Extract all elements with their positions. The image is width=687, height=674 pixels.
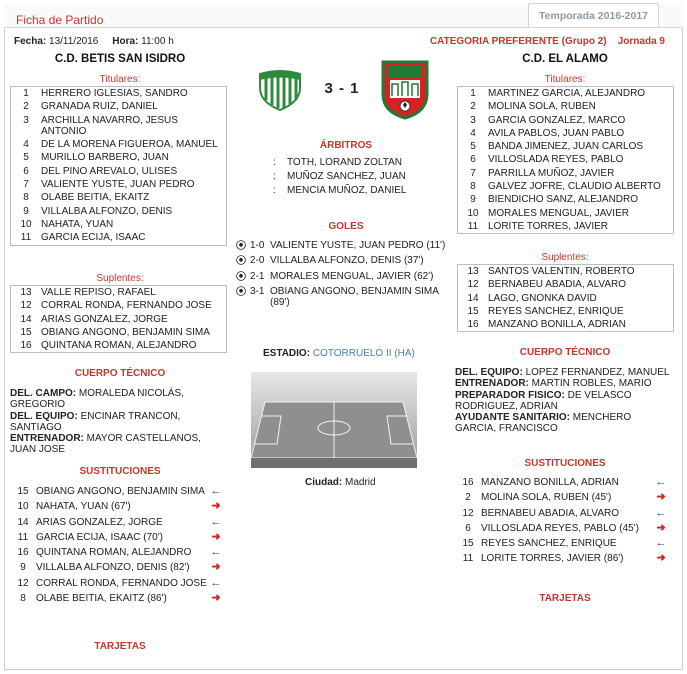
arrow-in-icon: ← — [210, 546, 222, 559]
goal-scorer[interactable]: MORALES MENGUAL, JAVIER (62') — [270, 270, 434, 282]
sub-player-name[interactable]: OLABE BEITIA, EKAITZ (86') — [36, 593, 167, 605]
player-row — [458, 292, 673, 305]
stadium-link[interactable]: COTORRUELO II (HA) — [312, 348, 415, 359]
season-tab[interactable]: Temporada 2016-2017 — [528, 3, 659, 27]
player-row — [458, 318, 673, 331]
player-number: 1 — [23, 88, 29, 99]
hora-value: 11:00 h — [141, 36, 174, 47]
substitution-row — [10, 517, 224, 528]
player-row — [11, 218, 226, 231]
sub-number: 15 — [462, 538, 474, 550]
stadium-label: ESTADIO: — [263, 348, 311, 359]
player-row — [11, 178, 226, 191]
home-suplentes-title: Suplentes: — [96, 273, 144, 284]
home-starters-list — [10, 86, 227, 246]
player-number: 9 — [470, 194, 476, 206]
referees-title: ÁRBITROS — [319, 140, 373, 151]
sub-number: 16 — [17, 547, 29, 559]
substitution-row — [10, 562, 224, 573]
player-row — [11, 313, 226, 326]
soccer-ball-icon — [236, 255, 250, 268]
arrow-in-icon: ← — [655, 476, 667, 488]
player-row — [11, 114, 226, 139]
sub-number: 16 — [462, 477, 474, 488]
player-row — [458, 278, 673, 291]
goals-title: GOLES — [328, 221, 364, 232]
away-cards-title: TARJETAS — [539, 593, 591, 604]
player-row — [11, 138, 226, 151]
sub-player-name[interactable]: VILLOSLADA REYES, PABLO (45') — [481, 522, 639, 534]
player-name[interactable]: VALIENTE YUSTE, JUAN PEDRO — [41, 179, 195, 191]
fecha-value: 13/11/2016 — [49, 36, 99, 47]
player-row — [458, 100, 673, 113]
player-number: 4 — [23, 139, 29, 151]
player-name[interactable]: CORRAL RONDA, FERNANDO JOSE — [41, 300, 212, 312]
sub-player-name[interactable]: MANZANO BONILLA, ADRIAN — [481, 477, 619, 488]
away-subs-changes-title: SUSTITUCIONES — [524, 458, 606, 469]
sub-number: 9 — [20, 562, 26, 574]
player-number: 12 — [20, 300, 32, 312]
arrow-in-icon: ← — [210, 576, 222, 589]
away-score: 1 — [350, 80, 360, 97]
sub-number: 15 — [17, 486, 29, 497]
stadium-pitch-image — [251, 372, 417, 468]
player-number: 9 — [23, 205, 29, 217]
player-number: 15 — [20, 326, 32, 338]
sub-number: 11 — [462, 553, 474, 565]
player-row — [11, 165, 226, 178]
sub-number: 10 — [17, 501, 29, 513]
player-number: 6 — [470, 154, 476, 166]
player-row — [458, 140, 673, 153]
player-row — [458, 87, 673, 100]
staff-member — [10, 433, 220, 456]
staff-role: DEL. EQUIPO: — [10, 410, 78, 422]
player-name[interactable]: OBIANG ANGONO, BENJAMIN SIMA — [41, 326, 210, 338]
player-name[interactable]: REYES SANCHEZ, ENRIQUE — [488, 305, 624, 317]
referee-name: TOTH, LORAND ZOLTAN — [287, 157, 403, 168]
category-info — [430, 36, 665, 47]
substitution-row — [455, 523, 669, 534]
substitution-row — [455, 538, 669, 549]
player-name[interactable]: BANDA JIMENEZ, JUAN CARLOS — [488, 141, 644, 153]
player-name[interactable]: MOLINA SOLA, RUBEN — [488, 101, 596, 113]
player-row — [11, 100, 226, 113]
player-row — [458, 180, 673, 193]
arrow-out-icon: ➜ — [656, 491, 666, 504]
player-name[interactable]: SANTOS VALENTIN, ROBERTO — [488, 266, 635, 277]
fecha-label: Fecha: — [14, 36, 47, 47]
player-name[interactable]: GARCIA GONZALEZ, MARCO — [488, 114, 626, 126]
player-number: 14 — [20, 313, 32, 325]
category-name: CATEGORIA PREFERENTE (Grupo 2) — [429, 36, 607, 47]
player-name[interactable]: PARRILLA MUÑOZ, JAVIER — [488, 167, 615, 179]
home-cards-title: TARJETAS — [94, 641, 146, 652]
away-staff-title: CUERPO TÉCNICO — [519, 347, 611, 358]
away-suplentes-title: Suplentes: — [541, 252, 589, 263]
player-name[interactable]: ARIAS GONZALEZ, JORGE — [41, 313, 168, 325]
soccer-ball-icon — [236, 240, 250, 253]
sub-player-name[interactable]: VILLALBA ALFONZO, DENIS (82') — [36, 562, 190, 574]
away-subs-list — [457, 264, 674, 332]
final-score — [312, 80, 372, 97]
referees-list — [273, 156, 406, 198]
home-subs-changes-title: SUSTITUCIONES — [79, 466, 161, 477]
sub-number: 12 — [17, 577, 29, 589]
player-number: 7 — [470, 167, 476, 179]
player-row — [458, 167, 673, 180]
city-label: Ciudad: — [305, 477, 343, 488]
home-staff-list — [10, 388, 220, 456]
home-substitutions — [10, 486, 224, 608]
staff-role: PREPARADOR FISICO: — [455, 389, 565, 401]
player-row — [11, 326, 226, 339]
player-name[interactable]: MANZANO BONILLA, ADRIAN — [488, 319, 626, 331]
home-score: 3 — [324, 80, 334, 97]
staff-role: DEL. EQUIPO: — [455, 367, 523, 378]
player-number: 6 — [23, 165, 29, 177]
player-name[interactable]: VALLE REPISO, RAFAEL — [41, 287, 156, 298]
player-name[interactable]: VILLOSLADA REYES, PABLO — [488, 154, 624, 166]
away-titulares-title: Titulares: — [544, 74, 586, 85]
player-number: 2 — [470, 101, 476, 113]
arrow-out-icon: ➜ — [211, 530, 221, 543]
city-info — [305, 477, 376, 488]
player-row — [458, 220, 673, 233]
home-team-name: C.D. BETIS SAN ISIDRO — [54, 53, 186, 65]
player-name[interactable]: GARCIA ECIJA, ISAAC — [41, 232, 146, 244]
goal-scorer[interactable]: OBIANG ANGONO, BENJAMIN SIMA (89') — [270, 285, 439, 309]
away-substitutions — [455, 477, 669, 569]
staff-role: ENTRENADOR: — [10, 433, 84, 445]
arrow-out-icon: ➜ — [211, 592, 221, 605]
home-team-crest — [256, 68, 304, 115]
player-number: 16 — [467, 319, 479, 331]
arrow-out-icon: ➜ — [656, 521, 666, 534]
player-name[interactable]: BERNABEU ABADIA, ALVARO — [488, 279, 627, 291]
player-name[interactable]: ARCHILLA NAVARRO, JESUS ANTONIO — [41, 114, 178, 137]
player-name[interactable]: OLABE BEITIA, EKAITZ — [41, 192, 150, 204]
referee-name: MENCIA MUÑOZ, DANIEL — [287, 185, 407, 196]
staff-name: LOPEZ FERNANDEZ, MANUEL — [525, 367, 670, 378]
score-separator: - — [339, 80, 345, 97]
goal-row — [236, 271, 456, 284]
player-name[interactable]: LAGO, GNONKA DAVID — [488, 292, 597, 304]
player-number: 11 — [467, 220, 479, 232]
player-name[interactable]: MORALES MENGUAL, JAVIER — [488, 207, 629, 219]
sub-player-name[interactable]: NAHATA, YUAN (67') — [36, 501, 131, 513]
sub-number: 14 — [17, 516, 29, 528]
hora-label: Hora: — [112, 36, 139, 47]
substitution-row — [10, 486, 224, 497]
page-title: Ficha de Partido — [16, 13, 104, 27]
player-number: 3 — [23, 114, 29, 126]
goal-scorer[interactable]: VILLALBA ALFONZO, DENIS (37') — [270, 255, 424, 267]
player-name[interactable]: NAHATA, YUAN — [41, 218, 114, 230]
sub-player-name[interactable]: OBIANG ANGONO, BENJAMIN SIMA — [36, 486, 205, 497]
player-number: 11 — [20, 232, 32, 244]
city-value: Madrid — [345, 477, 376, 488]
arrow-in-icon: ← — [655, 537, 667, 550]
sub-number: 2 — [465, 492, 471, 504]
player-number: 8 — [23, 192, 29, 204]
player-row — [458, 207, 673, 220]
substitution-row — [455, 477, 669, 488]
player-name[interactable]: MURILLO BARBERO, JUAN — [41, 152, 169, 164]
arrow-out-icon: ➜ — [656, 552, 666, 565]
goal-row — [236, 240, 456, 253]
goal-score: 1-0 — [250, 240, 265, 251]
sub-player-name[interactable]: ARIAS GONZALEZ, JORGE — [36, 516, 163, 528]
player-number: 5 — [23, 152, 29, 164]
staff-role: ENTRENADOR: — [455, 378, 529, 390]
player-name[interactable]: QUINTANA ROMAN, ALEJANDRO — [41, 340, 197, 352]
player-row — [11, 87, 226, 100]
player-row — [11, 231, 226, 244]
player-name[interactable]: HERRERO IGLESIAS, SANDRO — [41, 88, 188, 99]
home-subs-list — [10, 285, 227, 353]
goal-row — [236, 286, 456, 309]
arrow-out-icon: ➜ — [211, 500, 221, 513]
staff-member — [10, 411, 220, 434]
player-name[interactable]: VILLALBA ALFONZO, DENIS — [41, 205, 173, 217]
sub-player-name[interactable]: BERNABEU ABADIA, ALVARO — [481, 507, 620, 519]
player-name[interactable]: LORITE TORRES, JAVIER — [488, 220, 609, 232]
sub-number: 6 — [465, 522, 471, 534]
arrow-in-icon: ← — [655, 506, 667, 519]
player-name[interactable]: BIENDICHO SANZ, ALEJANDRO — [488, 194, 639, 206]
player-number: 3 — [470, 114, 476, 126]
sub-player-name[interactable]: MOLINA SOLA, RUBEN (45') — [481, 492, 612, 504]
player-row — [11, 205, 226, 218]
player-number: 5 — [470, 141, 476, 153]
goal-score: 2-0 — [250, 255, 265, 267]
player-row — [458, 127, 673, 140]
match-date-time — [14, 36, 174, 47]
referee-bullet: : — [273, 171, 276, 182]
staff-member — [455, 412, 670, 435]
referee-row — [273, 170, 406, 184]
away-team-name: C.D. EL ALAMO — [522, 53, 608, 65]
player-number: 4 — [470, 127, 476, 139]
sub-number: 8 — [20, 593, 26, 605]
arrow-out-icon: ➜ — [211, 561, 221, 574]
staff-name: ENCINAR TRANCON, SANTIAGO — [10, 410, 181, 433]
goal-scorer[interactable]: VALIENTE YUSTE, JUAN PEDRO (11') — [270, 240, 446, 251]
home-titulares-title: Titulares: — [99, 74, 141, 85]
player-name[interactable]: DE LA MORENA FIGUEROA, MANUEL — [41, 139, 218, 151]
away-starters-list — [457, 86, 674, 234]
player-number: 16 — [20, 340, 32, 352]
jornada: Jornada 9 — [617, 36, 665, 47]
staff-member — [455, 378, 670, 389]
player-number: 7 — [23, 179, 29, 191]
referee-name: MUÑOZ SANCHEZ, JUAN — [287, 171, 406, 182]
goal-score: 3-1 — [250, 285, 265, 297]
arrow-in-icon: ← — [210, 485, 222, 497]
staff-name: MARTIN ROBLES, MARIO — [531, 378, 652, 390]
substitution-row — [10, 532, 224, 543]
player-name[interactable]: GRANADA RUIZ, DANIEL — [41, 101, 158, 113]
goals-list — [236, 240, 456, 310]
staff-member — [455, 367, 670, 378]
soccer-ball-icon — [236, 286, 250, 299]
staff-role: AYUDANTE SANITARIO: — [455, 412, 571, 424]
substitution-row — [10, 593, 224, 604]
player-number: 1 — [470, 88, 476, 99]
player-row — [458, 265, 673, 278]
soccer-ball-icon — [236, 271, 250, 284]
player-name[interactable]: MARTINEZ GARCIA, ALEJANDRO — [488, 88, 646, 99]
staff-member — [10, 388, 220, 411]
sub-player-name[interactable]: GARCIA ECIJA, ISAAC (70') — [36, 531, 163, 543]
player-number: 15 — [467, 305, 479, 317]
arrow-in-icon: ← — [210, 515, 222, 528]
sub-player-name[interactable]: QUINTANA ROMAN, ALEJANDRO — [36, 547, 192, 559]
player-row — [458, 305, 673, 318]
substitution-row — [455, 492, 669, 503]
player-number: 13 — [467, 266, 479, 277]
referee-bullet: : — [273, 185, 276, 196]
player-number: 2 — [23, 101, 29, 113]
player-row — [11, 191, 226, 204]
sub-player-name[interactable]: LORITE TORRES, JAVIER (86') — [481, 553, 624, 565]
player-number: 10 — [467, 207, 479, 219]
away-staff-list — [455, 367, 670, 435]
substitution-row — [455, 508, 669, 519]
staff-name: MORALEDA NICOLÁS, GREGORIO — [10, 388, 184, 411]
substitution-row — [455, 553, 669, 564]
player-row — [458, 193, 673, 206]
player-number: 10 — [20, 218, 32, 230]
referee-row — [273, 184, 406, 198]
referee-bullet: : — [273, 157, 276, 168]
stadium-info — [263, 348, 415, 359]
player-number: 8 — [470, 181, 476, 193]
player-number: 13 — [20, 287, 32, 298]
sub-number: 12 — [462, 507, 474, 519]
player-row — [458, 153, 673, 166]
staff-name: MAYOR CASTELLANOS, JUAN JOSE — [10, 433, 201, 456]
player-row — [11, 151, 226, 164]
player-row — [11, 339, 226, 352]
player-row — [458, 114, 673, 127]
staff-member — [455, 390, 670, 413]
substitution-row — [10, 578, 224, 589]
home-staff-title: CUERPO TÉCNICO — [74, 368, 166, 379]
away-team-crest — [380, 56, 430, 123]
player-row — [11, 299, 226, 312]
substitution-row — [10, 501, 224, 512]
staff-name: MENCHERO GARCIA, FRANCISCO — [455, 412, 632, 435]
player-name[interactable]: DEL PINO AREVALO, ULISES — [41, 165, 178, 177]
goal-score: 2-1 — [250, 270, 265, 282]
player-name[interactable]: AVILA PABLOS, JUAN PABLO — [488, 127, 625, 139]
goal-row — [236, 255, 456, 268]
staff-role: DEL. CAMPO: — [10, 388, 77, 399]
substitution-row — [10, 547, 224, 558]
player-number: 14 — [467, 292, 479, 304]
sub-player-name[interactable]: REYES SANCHEZ, ENRIQUE — [481, 538, 617, 550]
player-row — [11, 286, 226, 299]
staff-name: DE VELASCO RODRIGUEZ, ADRIAN — [455, 389, 632, 412]
player-number: 12 — [467, 279, 479, 291]
sub-number: 11 — [17, 531, 29, 543]
player-name[interactable]: GALVEZ JOFRE, CLAUDIO ALBERTO — [488, 181, 661, 193]
sub-player-name[interactable]: CORRAL RONDA, FERNANDO JOSE — [36, 577, 207, 589]
referee-row — [273, 156, 406, 170]
